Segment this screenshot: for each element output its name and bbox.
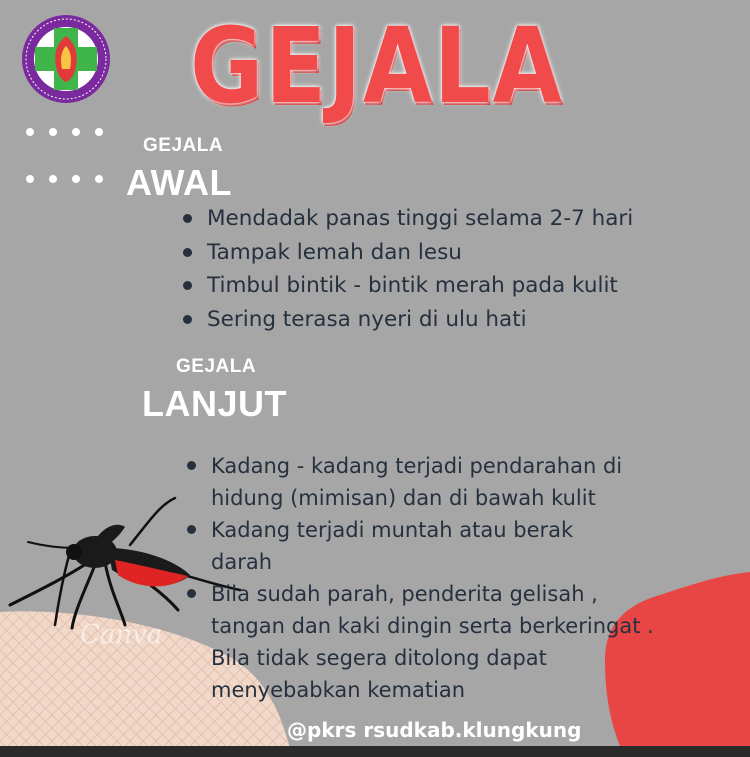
awal-symptom-list bbox=[181, 202, 741, 336]
list-item: Mendadak panas tinggi selama 2-7 hari bbox=[181, 202, 741, 236]
list-item: Kadang terjadi muntah atau berak darah bbox=[185, 514, 611, 578]
section-lanjut-label-small: GEJALA bbox=[176, 356, 257, 377]
lanjut-symptom-list bbox=[185, 450, 685, 706]
list-item: Tampak lemah dan lesu bbox=[181, 236, 741, 270]
section-awal-label-small: GEJALA bbox=[143, 135, 224, 156]
bottom-border bbox=[0, 746, 750, 757]
section-awal-heading: AWAL bbox=[126, 162, 232, 203]
list-item: Sering terasa nyeri di ulu hati bbox=[181, 303, 741, 337]
section-lanjut-heading: LANJUT bbox=[142, 383, 287, 424]
hospital-logo-icon bbox=[21, 14, 111, 104]
page-title: GEJALA bbox=[190, 5, 564, 127]
canva-watermark: Canva bbox=[80, 620, 163, 650]
mosquito-body bbox=[66, 525, 190, 587]
list-item: Timbul bintik - bintik merah pada kulit bbox=[181, 269, 741, 303]
decorative-dots bbox=[26, 128, 126, 188]
list-item: Bila sudah parah, penderita gelisah , tangan dan kaki dingin serta berkeringat . Bila tidak segera ditolong dapat menyebabkan kematian bbox=[185, 578, 671, 706]
social-handle: @pkrs rsudkab.klungkung bbox=[287, 718, 582, 742]
list-item: Kadang - kadang terjadi pendarahan di hidung (mimisan) dan di bawah kulit bbox=[185, 450, 671, 514]
